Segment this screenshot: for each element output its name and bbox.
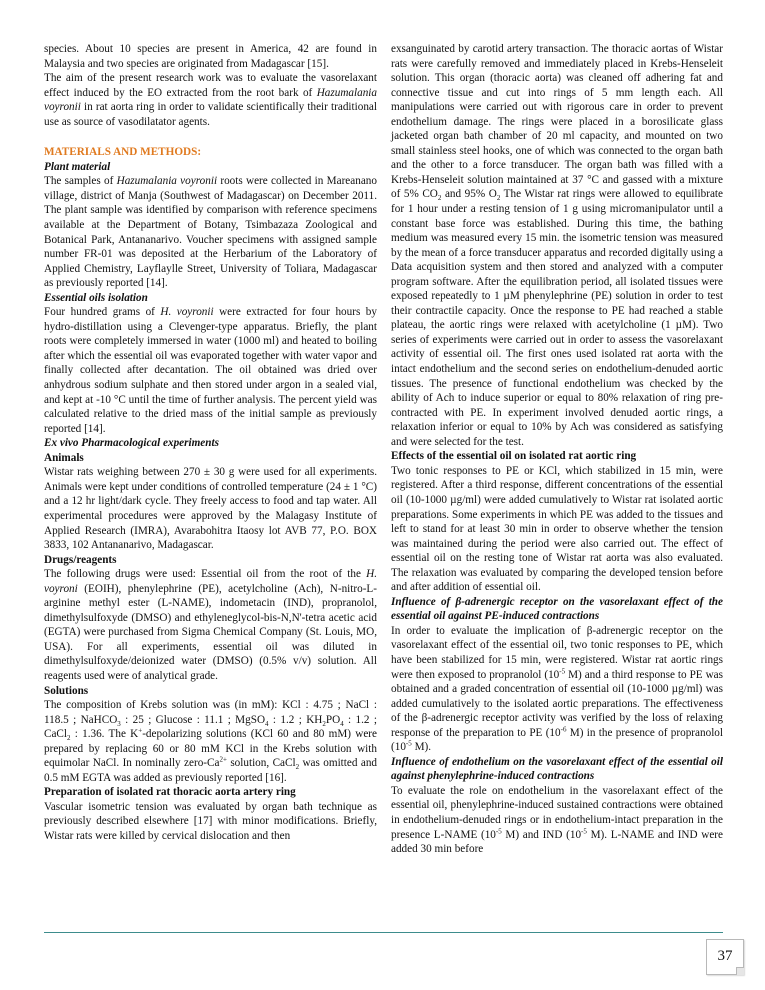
- essential-oils-isolation-heading: Essential oils isolation: [44, 291, 148, 304]
- plant-material-heading: Plant material: [44, 160, 111, 173]
- essential-oils-isolation-text: Four hundred grams of H. voyronii were extracted for four hours by hydro-distillation using a Clevenger-type apparatus. Briefly, the plant roots were completely immersed in water (1000 ml) and heated to boiling after which the essential oil was evaporated together with water vapor and finally collected after decantation. The oil obtained was dried over anhydrous sodium sulphate and then stored under argon in a sealed vial, and kept at -10 °C until the time of further analysis. The percent yield was calculated relative to the dried mass of the initial sample as previously reported [14].: [44, 306, 377, 435]
- beta-adrenergic-text: In order to evaluate the implication of β-adrenergic receptor on the vasorelaxant effect of the essential oil, two tonic responses to PE, which have been stabilized for 15 min, were registered. Wistar rat aortic rings were then exposed to propranolol ($10^{-5}$ M) and a third response to PE was obtained and a graded concentration of essential oil (10-1000 µg/ml) was added cumulatively to the isolated aortic preparations. The effectiveness of the β-adrenergic receptor activity was verified by the loss of relaxing response of the preparation to PE ($10^{-6}$ M) in the presence of propranolol ($10^{-5}$ M).: [391, 624, 723, 754]
- effects-text: Two tonic responses to PE or KCl, which stabilized in 15 min, were registered. After a third response, different concentrations of the essential oil (10-1000 µg/ml) were added cumulatively to Wistar rat isolated aortic preparations. Some experiments in which PE was added to the tissues and left to stand for at least 30 min in order to observe whether the tension was maintained during the period were also carried out. The effect of essential oil on the resting tone of Wistar rat aorta was also evaluated. The relaxation was evaluated by comparing the developed tension before and after addition of essential oil.: [391, 464, 723, 594]
- species-name: Hazumalania voyronii: [44, 86, 377, 114]
- animals-text: Wistar rats weighing between 270 ± 30 g were used for all experiments. Animals were kept under conditions of controlled temperature (24 ± 1 °C) and a 12 hr light/dark cycle. They freely access to food and tap water. All experimental procedures were approved by the Malagasy Institute of Applied Research (IMRA), Avarabohitra Itaosy lot AVB 77, P.O. BOX 3833, 102 Antananarivo, Madagascar.: [44, 466, 377, 552]
- preparation-heading: Preparation of isolated rat thoracic aorta artery ring: [44, 786, 296, 799]
- solutions-heading: Solutions: [44, 684, 89, 697]
- effects-heading: Effects of the essential oil on isolated rat aortic ring: [391, 450, 637, 463]
- footer-divider: [44, 932, 723, 933]
- page-number: 37: [706, 939, 744, 975]
- materials-methods-heading: MATERIALS AND METHODS:: [44, 146, 202, 159]
- intro-paragraph-2: The aim of the present research work was to evaluate the vasorelaxant effect induced by the EO extracted from the root bark of Hazumalania voyronii in rat aorta ring in order to validate scientifically their traditional use as source of vasodilatator agents.: [44, 72, 377, 128]
- intro-paragraph-1: species. About 10 species are present in America, 42 are found in Malaysia and two species are originated from Madagascar [15].: [44, 43, 377, 70]
- left-column: [44, 42, 377, 844]
- right-column: [391, 42, 723, 857]
- animals-heading: Animals: [44, 451, 84, 464]
- endothelium-text: To evaluate the role on endothelium in the vasorelaxant effect of the essential oil, phenylephrine-induced sustained contractions were obtained in endothelium-denuded rings or in endothelium-intact preparation in the presence L-NAME ($10^{-5}$ M) and IND ($10^{-5}$ M). L-NAME and IND were added 30 min before: [391, 784, 723, 856]
- plant-material-text: The samples of Hazumalania voyronii roots were collected in Mareanano village, district of Manja (Southwest of Madagascar) on December 2011. The plant sample was identified by comparison with reference specimens available at the Department of Botany, Tsimbazaza Zoological and Botanical Park, Antananarivo. Voucher specimens with assigned sample number FR-01 was deposited at the Herbarium of the Laboratory of Applied Chemistry, Layflaylle Street, University of Toliara, Madagascar as previously reported [14].: [44, 175, 377, 290]
- drugs-heading: Drugs/reagents: [44, 553, 117, 566]
- beta-adrenergic-heading: Influence of β-adrenergic receptor on the vasorelaxant effect of the essential oil against PE-induced contractions: [391, 595, 723, 623]
- solutions-text: The composition of Krebs solution was (in mM): KCl : 4.75 ; NaCl : 118.5 ; NaHCO$_3$ : 25 ; Glucose : 11.1 ; MgSO$_4$ : 1.2 ; $KH_2PO_4$ : 1.2 ; CaCl$_2$ : 1.36. The K+-depolarizing solutions (KCl 60 and 80 mM) were prepared by replacing 60 or 80 mM KCl in the Krebs solution with equimolar NaCl. In nominally zero-$Ca^{2+}$ solution, CaCl$_2$ was omitted and 0.5 mM EGTA was added as previously reported [16].: [44, 699, 378, 784]
- preparation-text: Vascular isometric tension was evaluated by organ bath technique as previously described elsewhere [17] with minor modifications. Briefly, Wistar rats were killed by cervical dislocation and then: [44, 800, 377, 842]
- ex-vivo-heading: Ex vivo Pharmacological experiments: [44, 437, 219, 450]
- drugs-text: The following drugs were used: Essential oil from the root of the H. voyroni (EOIH), phenylephrine (PE), acetylcholine (Ach), N-nitro-L-arginine methyl ester (L-NAME), indometacin (IND), propranolol, dimethylsulfoxyde (DMSO) and ethyleneglycol-bis-N,N'-tetra acetic acid (EGTA) were purchased from Sigma Chemical Company (St. Louis, MO, USA). For all experiments, essential oil was diluted in dimethylsulfoxyde/deionized water (DMSO) (0.5% v/v) solution. All reagents used were of analytical grade.: [44, 568, 377, 682]
- preparation-continued-text: exsanguinated by carotid artery transaction. The thoracic aortas of Wistar rats were carefully removed and immediately placed in Krebs-Henseleit solution. This organ (thoracic aorta) was cleaned off adhering fat and connective tissue and cut into rings of 5 mm length each. All manipulations were carried out with rigorous care in order to prevent endothelium damage. The rings were placed in a borosilicate glass jacketed organ bath chamber of 20 ml capacity, and mounted on two small stainless steel hooks, one of which was connected to the organ bath and the other to a force transducer. The organ bath was filled with a Krebs-Henseleit solution maintained at 37 °C and gassed with a mixture of 5% $CO_2$ and 95% $O_2$ The Wistar rat rings were allowed to equilibrate for 1 hour under a resting tension of 1 g using micromanipulator until a constant base force was established. During this time, the bathing medium was measured every 15 min. the isometric tension was measured by the mean of a force transducer apparatus and recorded digitally using a Data acquisition system and then stored and analyzed with a computer program software. After the equilibration period, all isolated tissues were exposed repeatedly to 1 µM phenylephrine (PE) solution in order to test their contractile capacity. Once the response to PE had reached a stable plateau, the aortic rings were relaxed with acetylcholine (1 µM). Two series of experiments were carried out in order to assess the vasorelaxant activity of essential oil. The first ones used isolated rat aorta with the intact endothelium and the second series on endothelium-denuded aortic tissues. The presence of functional endothelium was checked by the ability of Ach to induce superior or equal to 80% relaxation of ring pre-contracted with PE. In experiment involved denuded aortic rings, a relaxation inferior or equal to 10% by Ach was considered as satisfying and were selected for the test.: [391, 43, 723, 448]
- endothelium-heading: Influence of endothelium on the vasorelaxant effect of the essential oil against phenylephrine-induced contractions: [391, 755, 723, 783]
